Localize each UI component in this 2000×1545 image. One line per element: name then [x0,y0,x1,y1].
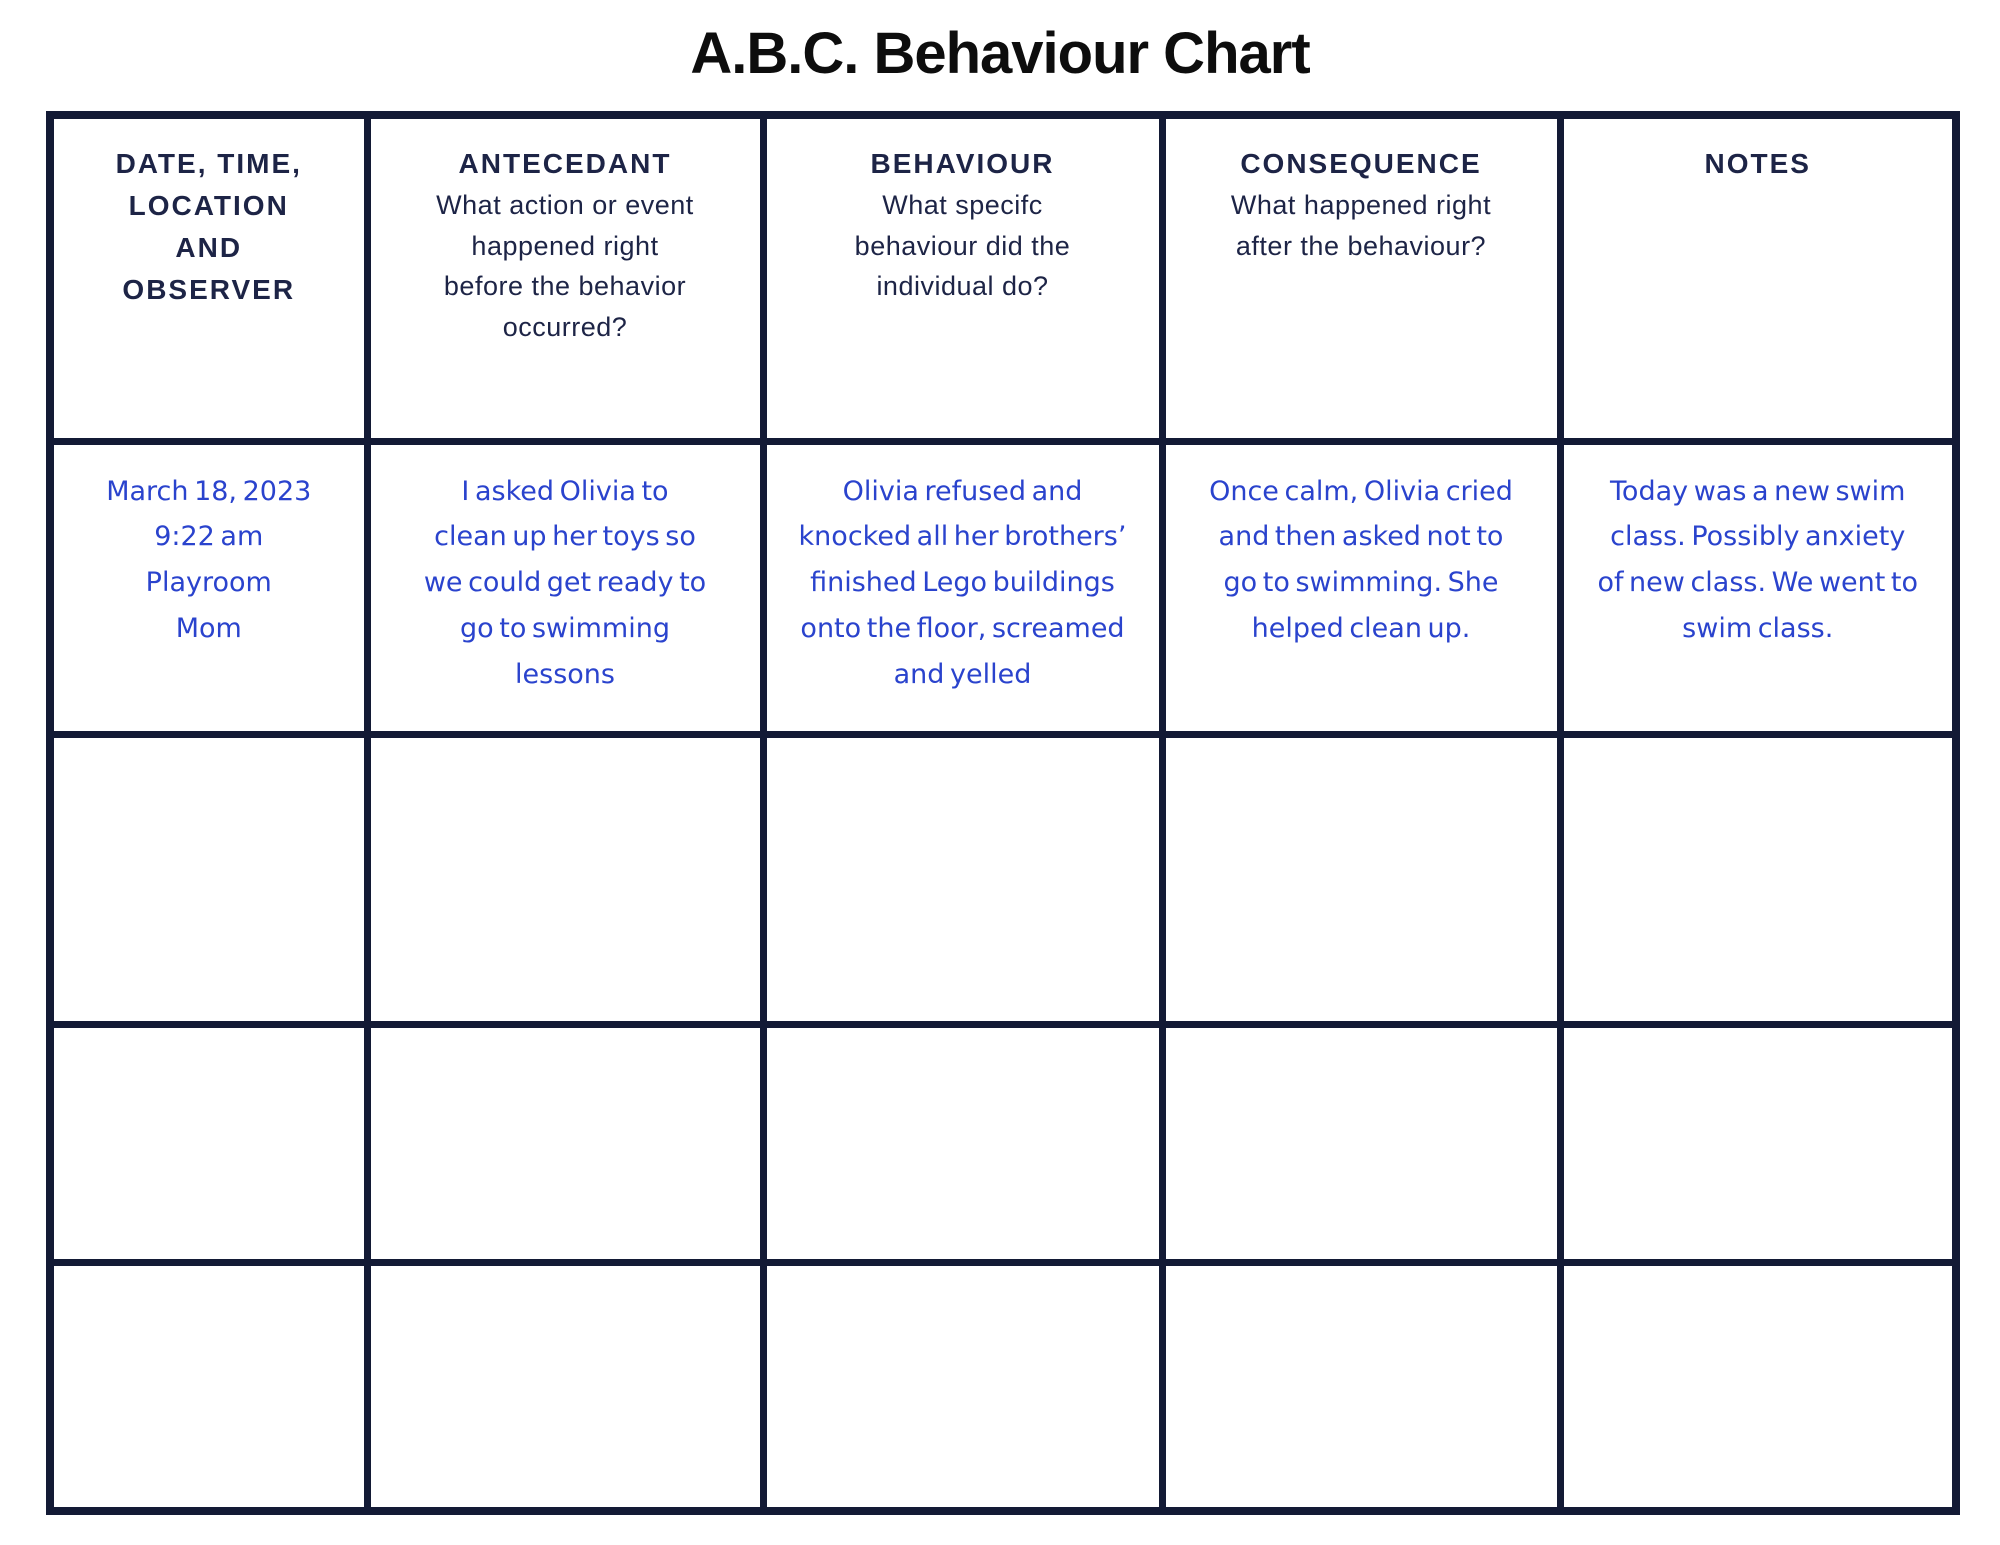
entry-cell-antecedent [367,441,763,734]
empty-cell [50,1024,367,1262]
entry-consequence-text: Once calm, Olivia cried and then asked not to go to swimming. She helped clean up. [1209,475,1513,645]
column-subheading-behaviour: What specifc behaviour did the individual do? [854,190,1071,301]
column-subheading-consequence: What happened right after the behaviour? [1230,190,1492,261]
abc-behaviour-table [46,111,1960,1515]
empty-cell [763,1024,1162,1262]
entry-observer: Mom [175,613,242,645]
empty-cell [367,734,763,1024]
entry-row [50,441,1956,734]
entry-cell-notes [1560,441,1956,734]
column-heading-consequence: CONSEQUENCE [1240,148,1482,179]
column-heading-antecedent: ANTECEDANT [458,148,672,179]
entry-cell-behaviour [763,441,1162,734]
empty-row-3 [50,1262,1956,1511]
empty-cell [1560,1024,1956,1262]
page-title: A.B.C. Behaviour Chart [690,21,1310,86]
column-subheading-antecedent: What action or event happened right before the behavior occurred? [436,190,694,342]
column-heading-observer-info: DATE, TIME, LOCATION AND OBSERVER [115,148,302,305]
column-header-observer-info [50,115,367,441]
empty-cell [367,1262,763,1511]
empty-cell [1162,1024,1560,1262]
entry-date: March 18, 2023 [106,475,312,507]
empty-cell [367,1024,763,1262]
entry-time: 9:22 am [154,521,264,553]
header-row [50,115,1956,441]
empty-cell [50,734,367,1024]
column-header-consequence [1162,115,1560,441]
entry-cell-consequence [1162,441,1560,734]
empty-row-1 [50,734,1956,1024]
entry-location: Playroom [145,567,272,599]
entry-antecedent-text: I asked Olivia to clean up her toys so we could get ready to go to swimming lessons [423,475,707,691]
empty-row-2 [50,1024,1956,1262]
empty-cell [763,734,1162,1024]
column-heading-behaviour: BEHAVIOUR [870,148,1055,179]
entry-cell-observer-info [50,441,367,734]
empty-cell [1560,1262,1956,1511]
empty-cell [1560,734,1956,1024]
empty-cell [763,1262,1162,1511]
entry-notes-text: Today was a new swim class. Possibly anxiety of new class. We went to swim class. [1597,475,1919,645]
column-header-notes [1560,115,1956,441]
entry-observer-info [54,469,364,653]
column-header-behaviour [763,115,1162,441]
empty-cell [1162,1262,1560,1511]
entry-behaviour-text: Olivia refused and knocked all her brothers’ finished Lego buildings onto the floor, screamed and yelled [798,475,1127,691]
empty-cell [1162,734,1560,1024]
column-heading-notes: NOTES [1704,148,1811,179]
column-header-antecedent [367,115,763,441]
empty-cell [50,1262,367,1511]
